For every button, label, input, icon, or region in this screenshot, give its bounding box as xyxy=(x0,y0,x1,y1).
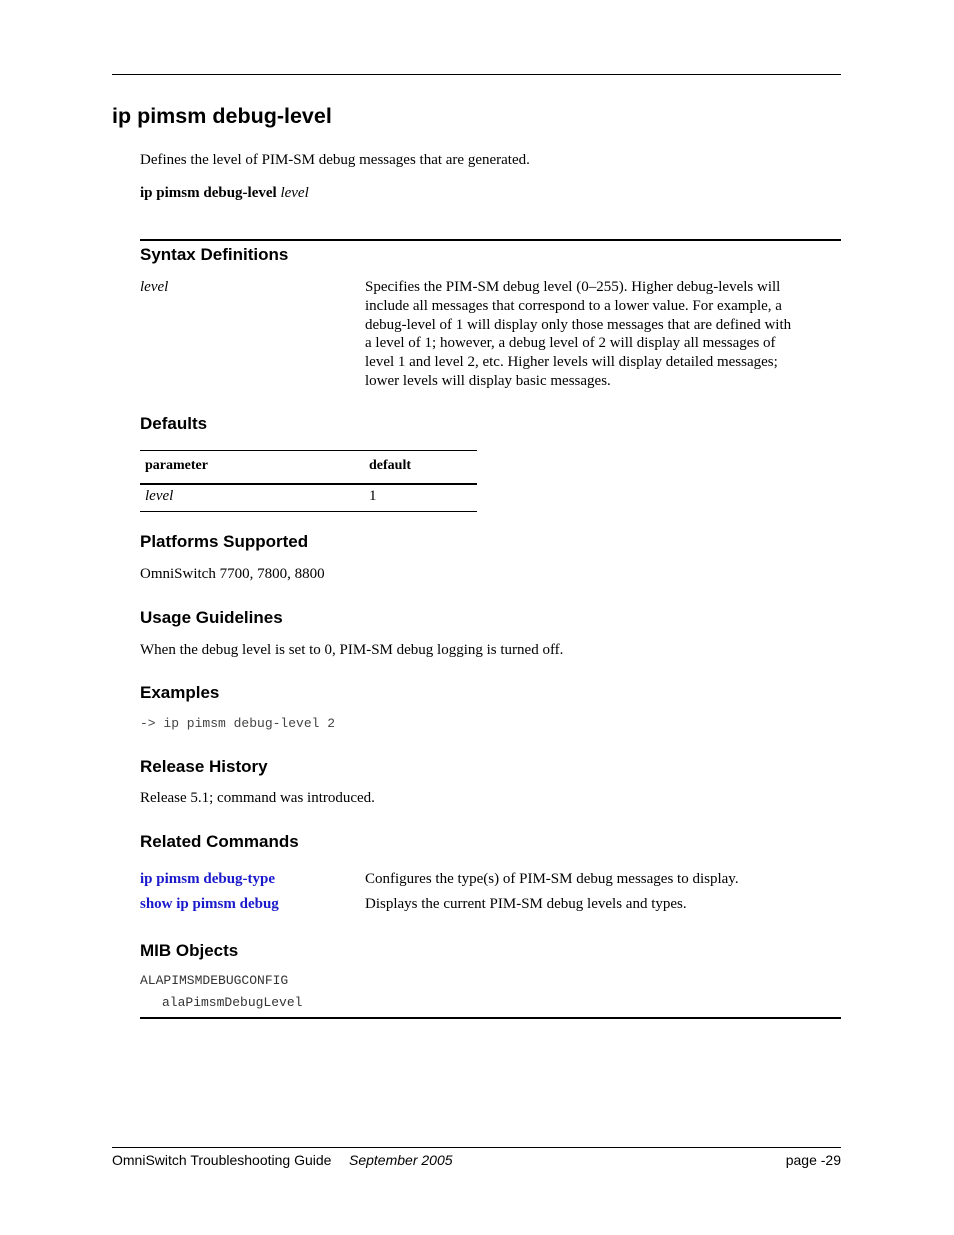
table-cell-default: 1 xyxy=(369,488,377,504)
table-cell-parameter: level xyxy=(145,488,174,504)
mib-table-name: ALAPIMSMDEBUGCONFIG xyxy=(140,973,289,988)
related-command-description: Displays the current PIM-SM debug levels and types. xyxy=(365,896,687,912)
description-line: level 1 and level 2, etc. Higher levels will display detailed messages; xyxy=(365,354,778,371)
syntax-term: level xyxy=(140,279,169,295)
usage-text: When the debug level is set to 0, PIM-SM debug logging is turned off. xyxy=(140,642,564,658)
related-command-link[interactable]: show ip pimsm debug xyxy=(140,896,279,912)
header-rule xyxy=(112,74,841,75)
mib-object-name: alaPimsmDebugLevel xyxy=(162,995,303,1010)
table-header-parameter: parameter xyxy=(145,458,208,473)
mib-heading: MIB Objects xyxy=(140,941,239,960)
defaults-heading: Defaults xyxy=(140,414,208,433)
usage-heading: Usage Guidelines xyxy=(140,608,283,627)
footer-page-number: page -29 xyxy=(785,1152,841,1168)
example-code: -> ip pimsm debug-level 2 xyxy=(140,716,336,731)
table-rule xyxy=(140,450,477,451)
description-line: Specifies the PIM-SM debug level (0–255). Higher debug-levels will xyxy=(365,279,781,295)
description-line: lower levels will display basic messages. xyxy=(365,372,611,389)
platforms-heading: Platforms Supported xyxy=(140,532,309,551)
page-title: ip pimsm debug-level xyxy=(112,104,332,128)
table-rule xyxy=(140,511,477,512)
release-text: Release 5.1; command was introduced. xyxy=(140,790,375,806)
footer-guide-title: OmniSwitch Troubleshooting Guide xyxy=(112,1152,332,1168)
command-syntax xyxy=(140,184,309,203)
footer-date: September 2005 xyxy=(349,1152,453,1168)
defaults-table xyxy=(140,450,477,512)
related-command-description: Configures the type(s) of PIM-SM debug messages to display. xyxy=(365,871,739,887)
syntax-term-description xyxy=(365,278,841,391)
platforms-text: OmniSwitch 7700, 7800, 8800 xyxy=(140,566,325,582)
table-header-default: default xyxy=(369,458,411,473)
syntax-command: ip pimsm debug-level xyxy=(140,185,277,201)
command-description: Defines the level of PIM-SM debug messages that are generated. xyxy=(140,152,530,168)
description-line: include all messages that correspond to a lower value. For example, a xyxy=(365,297,782,314)
description-line: debug-level of 1 will display only those messages that are defined with xyxy=(365,316,792,333)
syntax-definitions-heading: Syntax Definitions xyxy=(140,245,289,264)
table-rule xyxy=(140,483,477,485)
examples-heading: Examples xyxy=(140,683,220,702)
syntax-argument: level xyxy=(280,185,309,201)
section-rule xyxy=(140,239,841,241)
related-command-link[interactable]: ip pimsm debug-type xyxy=(140,871,276,887)
release-heading: Release History xyxy=(140,757,268,776)
footer-rule xyxy=(112,1147,841,1148)
description-line: a level of 1; however, a debug level of 2 will display all messages of xyxy=(365,335,776,352)
section-end-rule xyxy=(140,1017,841,1019)
related-heading: Related Commands xyxy=(140,832,299,851)
